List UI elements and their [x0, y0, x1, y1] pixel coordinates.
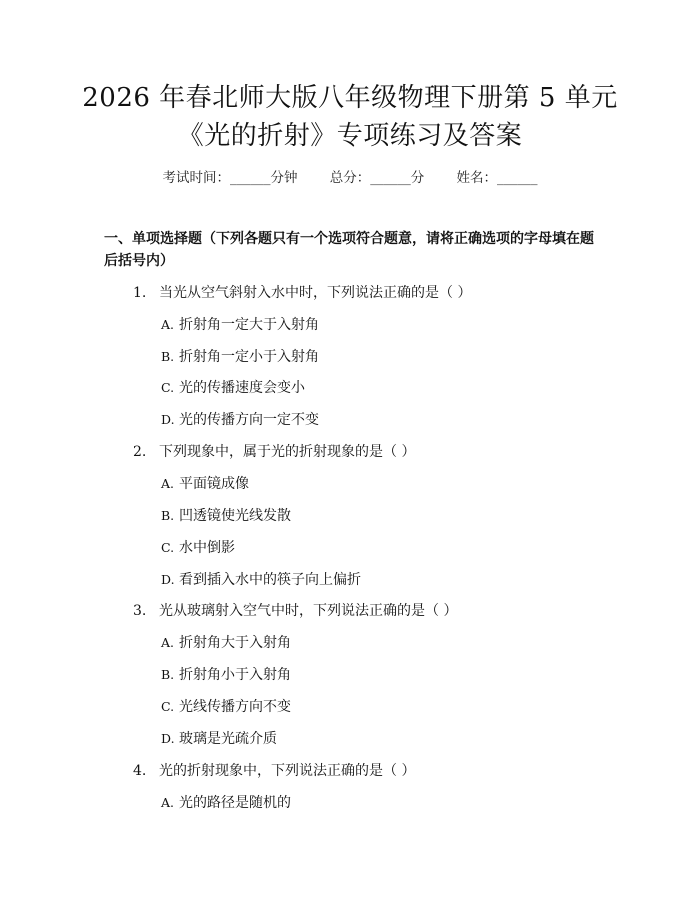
question-1-option-c — [161, 378, 305, 398]
question-text: 下列现象中，属于光的折射现象的是（ ） — [159, 444, 416, 460]
question-2-option-b — [161, 506, 291, 526]
question-1-option-b — [161, 347, 319, 367]
question-number: 4. — [133, 763, 147, 779]
question-number: 2. — [133, 444, 147, 460]
question-1-option-d — [161, 410, 319, 430]
question-4-option-a — [161, 793, 291, 813]
option-text: 玻璃是光疏介质 — [179, 731, 277, 747]
option-text: 平面镜成像 — [179, 476, 249, 492]
option-letter: B. — [161, 508, 175, 523]
option-letter: D. — [161, 731, 175, 746]
question-2 — [133, 442, 415, 462]
option-letter: A. — [161, 317, 175, 332]
student-name-field: 姓名：______ — [456, 170, 538, 186]
option-text: 折射角大于入射角 — [179, 635, 291, 651]
document-title-line-1: 2026 年春北师大版八年级物理下册第 5 单元 — [82, 83, 618, 113]
question-1-option-a — [161, 315, 319, 335]
option-text: 折射角一定大于入射角 — [179, 317, 319, 333]
option-letter: C. — [161, 540, 175, 555]
option-text: 水中倒影 — [179, 540, 235, 556]
option-letter: D. — [161, 412, 175, 427]
question-3-option-b — [161, 665, 291, 685]
question-4 — [133, 761, 415, 781]
question-3-option-a — [161, 633, 291, 653]
question-number: 3. — [133, 603, 147, 619]
option-letter: C. — [161, 380, 175, 395]
option-text: 光的路径是随机的 — [179, 795, 291, 811]
question-3 — [133, 601, 457, 621]
question-2-option-d — [161, 570, 361, 590]
option-letter: B. — [161, 667, 175, 682]
option-text: 光的传播方向一定不变 — [179, 412, 319, 428]
document-title-line-2: 《光的折射》专项练习及答案 — [177, 121, 523, 151]
option-letter: A. — [161, 476, 175, 491]
question-2-option-a — [161, 474, 249, 494]
question-text: 光的折射现象中，下列说法正确的是（ ） — [159, 763, 416, 779]
exam-time-field: 考试时间：______分钟 — [162, 170, 298, 186]
question-1 — [133, 283, 471, 303]
option-text: 折射角小于入射角 — [179, 667, 291, 683]
question-number: 1. — [133, 285, 147, 301]
option-letter: A. — [161, 795, 175, 810]
option-letter: C. — [161, 699, 175, 714]
question-text: 光从玻璃射入空气中时，下列说法正确的是（ ） — [159, 603, 458, 619]
option-letter: A. — [161, 635, 175, 650]
question-text: 当光从空气斜射入水中时，下列说法正确的是（ ） — [159, 285, 472, 301]
option-letter: D. — [161, 572, 175, 587]
option-text: 看到插入水中的筷子向上偏折 — [179, 572, 361, 588]
question-3-option-d — [161, 729, 277, 749]
option-text: 折射角一定小于入射角 — [179, 349, 319, 365]
exam-meta-row — [0, 168, 700, 188]
exam-score-field: 总分：______分 — [329, 170, 425, 186]
option-text: 凹透镜使光线发散 — [179, 508, 291, 524]
question-3-option-c — [161, 697, 291, 717]
option-text: 光线传播方向不变 — [179, 699, 291, 715]
section-heading: 一、单项选择题（下列各题只有一个选项符合题意，请将正确选项的字母填在题后括号内） — [104, 231, 594, 269]
option-letter: B. — [161, 349, 175, 364]
option-text: 光的传播速度会变小 — [179, 380, 305, 396]
question-2-option-c — [161, 538, 235, 558]
